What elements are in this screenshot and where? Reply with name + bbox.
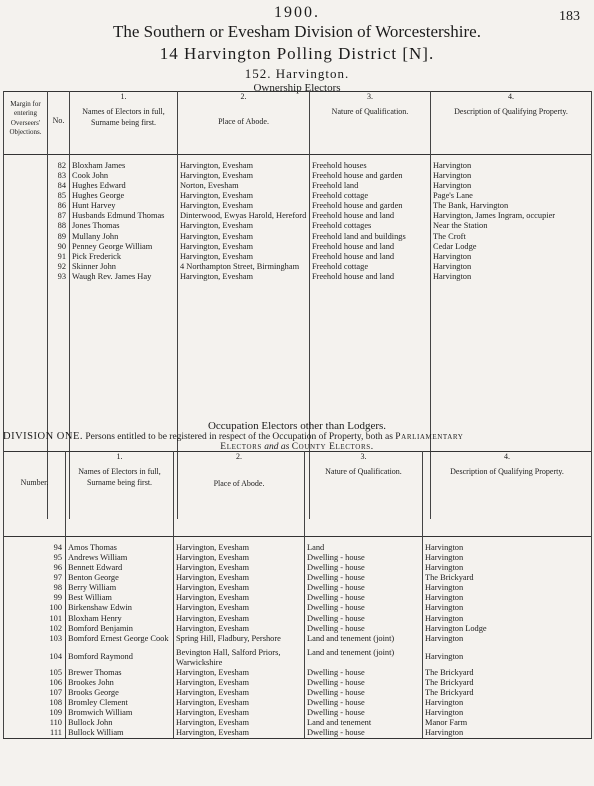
table-row (4, 211, 592, 221)
table-row (4, 644, 592, 668)
place-of-abode: Harvington, Evesham (178, 232, 310, 242)
elector-number: 107 (4, 688, 66, 698)
elector-name: Husbands Edmund Thomas (70, 211, 178, 221)
elector-name: Benton George (66, 573, 174, 583)
place-of-abode: Harvington, Evesham (178, 242, 310, 252)
table-row (4, 221, 592, 231)
place-of-abode: Harvington, Evesham (174, 668, 305, 678)
elector-number: 102 (4, 624, 66, 634)
division-title: The Southern or Evesham Division of Worcestershire. (113, 22, 481, 41)
elector-name: Best William (66, 593, 174, 603)
place-of-abode: Harvington, Evesham (174, 678, 305, 688)
property-description: Page's Lane (431, 191, 592, 201)
table-row (4, 678, 592, 688)
column-number: 1. (116, 452, 123, 461)
place-of-abode: Spring Hill, Fladbury, Pershore (174, 634, 305, 644)
property-description: Near the Station (431, 221, 592, 231)
elector-number: 103 (4, 634, 66, 644)
property-description: Harvington (431, 171, 592, 181)
property-description: Harvington (431, 252, 592, 262)
elector-name: Bromwich William (66, 708, 174, 718)
property-description: Cedar Lodge (431, 242, 592, 252)
place-of-abode: Harvington, Evesham (174, 688, 305, 698)
qualification-nature: Freehold cottage (310, 191, 431, 201)
margin-objections-header: Margin for entering Overseers' Objections. (4, 92, 48, 155)
division-one-line (3, 431, 593, 442)
qualification-nature: Freehold cottages (310, 221, 431, 231)
place-of-abode: Harvington, Evesham (174, 614, 305, 624)
elector-number: 110 (4, 718, 66, 728)
occupation-electors-heading: Occupation Electors other than Lodgers. (207, 420, 387, 432)
place-of-abode: Harvington, Evesham (174, 573, 305, 583)
elector-name: Birkenshaw Edwin (66, 603, 174, 613)
names-column-header (70, 92, 178, 155)
table-row (4, 155, 592, 172)
elector-name: Penney George William (70, 242, 178, 252)
place-of-abode: Bevington Hall, Salford Priors, Warwickshire (174, 644, 305, 668)
place-of-abode: Harvington, Evesham (174, 708, 305, 718)
place-of-abode: Harvington, Evesham (174, 624, 305, 634)
elector-name: Brookes John (66, 678, 174, 688)
place-of-abode: Harvington, Evesham (178, 171, 310, 181)
table-row (4, 262, 592, 272)
table-row (4, 593, 592, 603)
elector-name: Amos Thomas (66, 537, 174, 554)
elector-name: Waugh Rev. James Hay (70, 272, 178, 519)
abode-header-text: Place of Abode. (218, 116, 269, 126)
elector-number: 89 (48, 232, 70, 242)
property-description: Harvington (431, 155, 592, 172)
elector-number: 88 (48, 221, 70, 231)
column-number: 3. (360, 452, 367, 461)
elector-number: 106 (4, 678, 66, 688)
property-description: The Brickyard (423, 688, 592, 698)
elector-number: 99 (4, 593, 66, 603)
property-description: Manor Farm (423, 718, 592, 728)
place-of-abode: Harvington, Evesham (174, 593, 305, 603)
property-description: Harvington (431, 181, 592, 191)
place-of-abode: Harvington, Evesham (174, 698, 305, 708)
table-row (4, 634, 592, 644)
elector-number: 83 (48, 171, 70, 181)
qualification-nature: Freehold houses (310, 155, 431, 172)
elector-number: 85 (48, 191, 70, 201)
elector-number: 98 (4, 583, 66, 593)
elector-name: Bromley Clement (66, 698, 174, 708)
table-row (4, 181, 592, 191)
qualification-nature: Freehold house and garden (310, 171, 431, 181)
table-row (4, 614, 592, 624)
qualification-nature: Freehold land (310, 181, 431, 191)
place-of-abode: Harvington, Evesham (174, 603, 305, 613)
property-description: The Bank, Harvington (431, 201, 592, 211)
nature-header-text: Nature of Qualification. (325, 466, 402, 476)
elector-name: Cook John (70, 171, 178, 181)
qualification-nature: Dwelling - house (305, 614, 423, 624)
qualification-nature: Dwelling - house (305, 708, 423, 718)
table-row (4, 668, 592, 678)
table-row (4, 171, 592, 181)
qualification-nature: Land and tenement (305, 718, 423, 728)
elector-number: 109 (4, 708, 66, 718)
elector-name: Bennett Edward (66, 563, 174, 573)
elector-name: Hughes George (70, 191, 178, 201)
description-column-header (431, 92, 592, 155)
place-of-abode: Harvington, Evesham (174, 553, 305, 563)
and-as-text: and as (264, 442, 290, 452)
qualification-nature: Freehold house and garden (310, 201, 431, 211)
elector-number: 94 (4, 537, 66, 554)
elector-name: Bullock William (66, 728, 174, 739)
elector-number: 90 (48, 242, 70, 252)
elector-name: Bomford Ernest George Cook (66, 634, 174, 644)
elector-number: 82 (48, 155, 70, 172)
electors-word: Electors (220, 442, 262, 452)
property-description: Harvington (423, 583, 592, 593)
column-number: 2. (236, 452, 242, 461)
elector-name: Brooks George (66, 688, 174, 698)
table-row (4, 583, 592, 593)
column-number: 3. (367, 92, 373, 101)
place-of-abode: 4 Northampton Street, Birmingham (178, 262, 310, 272)
table-row (4, 718, 592, 728)
table-row (4, 563, 592, 573)
occupation-electors-table (3, 451, 592, 739)
description-header-text: Description of Qualifying Property. (454, 106, 568, 116)
elector-name: Jones Thomas (70, 221, 178, 231)
table-row (4, 232, 592, 242)
table-row (4, 698, 592, 708)
occupation-table-header (4, 452, 592, 537)
polling-district-title: 14 Harvington Polling District [N]. (159, 44, 435, 63)
elector-name: Bloxham Henry (66, 614, 174, 624)
elector-name: Andrews William (66, 553, 174, 563)
place-of-abode: Dinterwood, Ewyas Harold, Hereford (178, 211, 310, 221)
table-row (4, 573, 592, 583)
elector-name: Bullock John (66, 718, 174, 728)
description-header-text: Description of Qualifying Property. (450, 466, 564, 476)
elector-name: Bloxham James (70, 155, 178, 172)
division-label: DIVISION ONE. (3, 431, 83, 442)
property-description: Harvington (431, 272, 592, 519)
place-of-abode: Harvington, Evesham (174, 583, 305, 593)
table-row (4, 252, 592, 262)
place-of-abode: Harvington, Evesham (174, 718, 305, 728)
place-of-abode: Harvington, Evesham (178, 272, 310, 519)
table-row (4, 191, 592, 201)
number-column-header: Number. (4, 452, 66, 537)
elector-number: 111 (4, 728, 66, 739)
no-column-header: No. (48, 92, 70, 155)
place-of-abode: Harvington, Evesham (174, 537, 305, 554)
qualification-nature: Dwelling - house (305, 583, 423, 593)
property-description: Harvington, James Ingram, occupier (431, 211, 592, 221)
place-of-abode: Norton, Evesham (178, 181, 310, 191)
property-description: Harvington (423, 614, 592, 624)
qualification-nature: Freehold house and land (310, 242, 431, 252)
ownership-table-header (4, 92, 592, 155)
qualification-nature: Land and tenement (joint) (305, 634, 423, 644)
ownership-electors-heading: Ownership Electors (253, 82, 341, 94)
register-year: 1900. (274, 4, 320, 21)
qualification-nature: Dwelling - house (305, 668, 423, 678)
elector-name: Bomford Raymond (66, 644, 174, 668)
place-of-abode: Harvington, Evesham (178, 201, 310, 211)
qualification-nature: Dwelling - house (305, 698, 423, 708)
column-number: 2. (240, 92, 247, 101)
abode-header-text: Place of Abode. (213, 478, 265, 488)
table-row (4, 708, 592, 718)
elector-number: 91 (48, 252, 70, 262)
property-description: The Brickyard (423, 573, 592, 583)
elector-name: Mullany John (70, 232, 178, 242)
abode-column-header (178, 92, 310, 155)
property-description: The Croft (431, 232, 592, 242)
place-of-abode: Harvington, Evesham (178, 252, 310, 262)
property-description: Harvington (423, 644, 592, 668)
county-electors-label: County Electors. (291, 442, 374, 452)
property-description: Harvington (423, 537, 592, 554)
property-description: The Brickyard (423, 668, 592, 678)
qualification-nature: Dwelling - house (305, 553, 423, 563)
qualification-nature: Freehold cottage (310, 262, 431, 272)
nature-header-text: Nature of Qualification. (331, 106, 409, 116)
qualification-nature: Dwelling - house (305, 603, 423, 613)
place-of-abode: Harvington, Evesham (178, 191, 310, 201)
description-column-header (423, 452, 592, 537)
qualification-nature: Freehold house and land (310, 252, 431, 262)
table-row (4, 624, 592, 634)
qualification-nature: Freehold land and buildings (310, 232, 431, 242)
qualification-nature: Dwelling - house (305, 688, 423, 698)
qualification-nature: Dwelling - house (305, 573, 423, 583)
elector-name: Bomford Benjamin (66, 624, 174, 634)
property-description: Harvington (423, 603, 592, 613)
place-of-abode: Harvington, Evesham (178, 155, 310, 172)
elector-name: Pick Frederick (70, 252, 178, 262)
qualification-nature: Dwelling - house (305, 728, 423, 739)
place-of-abode: Harvington, Evesham (174, 728, 305, 739)
elector-number: 105 (4, 668, 66, 678)
elector-name: Skinner John (70, 262, 178, 272)
table-row (4, 728, 592, 739)
page-number: 183 (559, 9, 580, 24)
elector-number: 100 (4, 603, 66, 613)
property-description: Harvington (423, 563, 592, 573)
property-description: Harvington Lodge (423, 624, 592, 634)
property-description: Harvington (423, 698, 592, 708)
qualification-nature: Dwelling - house (305, 563, 423, 573)
elector-name: Berry William (66, 583, 174, 593)
column-number: 1. (120, 92, 127, 101)
elector-name: Hughes Edward (70, 181, 178, 191)
property-description: The Brickyard (423, 678, 592, 688)
elector-number: 92 (48, 262, 70, 272)
property-description: Harvington (423, 553, 592, 563)
names-column-header (66, 452, 174, 537)
abode-column-header (174, 452, 305, 537)
elector-number: 97 (4, 573, 66, 583)
elector-number: 108 (4, 698, 66, 708)
property-description: Harvington (431, 262, 592, 272)
qualification-nature: Land and tenement (joint) (305, 644, 423, 668)
table-row (4, 688, 592, 698)
elector-number: 101 (4, 614, 66, 624)
property-description: Harvington (423, 728, 592, 739)
property-description: Harvington (423, 593, 592, 603)
column-number: 4. (504, 452, 510, 461)
table-row (4, 537, 592, 554)
names-header-text: Names of Electors in full, Surname being first. (78, 466, 161, 487)
qualification-nature: Freehold house and land (310, 272, 431, 519)
elector-number: 87 (48, 211, 70, 221)
elector-number: 86 (48, 201, 70, 211)
names-header-text: Names of Electors in full, Surname being first. (82, 106, 165, 127)
elector-name: Brewer Thomas (66, 668, 174, 678)
elector-number: 93 (48, 272, 70, 519)
property-description: Harvington (423, 634, 592, 644)
nature-column-header (305, 452, 423, 537)
qualification-nature: Dwelling - house (305, 593, 423, 603)
place-of-abode: Harvington, Evesham (178, 221, 310, 231)
qualification-nature: Dwelling - house (305, 624, 423, 634)
table-row (4, 201, 592, 211)
elector-number: 84 (48, 181, 70, 191)
column-number: 4. (508, 92, 514, 101)
qualification-nature: Land (305, 537, 423, 554)
table-row (4, 242, 592, 252)
elector-number: 95 (4, 553, 66, 563)
place-of-abode: Harvington, Evesham (174, 563, 305, 573)
qualification-nature: Freehold house and land (310, 211, 431, 221)
table-row (4, 553, 592, 563)
table-row (4, 603, 592, 613)
nature-column-header (310, 92, 431, 155)
elector-number: 104 (4, 644, 66, 668)
elector-number: 96 (4, 563, 66, 573)
property-description: Harvington (423, 708, 592, 718)
parish-title: 152. Harvington. (244, 66, 350, 81)
division-text: Persons entitled to be registered in respect of the Occupation of Property, both as (85, 432, 393, 442)
elector-name: Hunt Harvey (70, 201, 178, 211)
parliamentary-label: Parliamentary (395, 432, 464, 442)
qualification-nature: Dwelling - house (305, 678, 423, 688)
